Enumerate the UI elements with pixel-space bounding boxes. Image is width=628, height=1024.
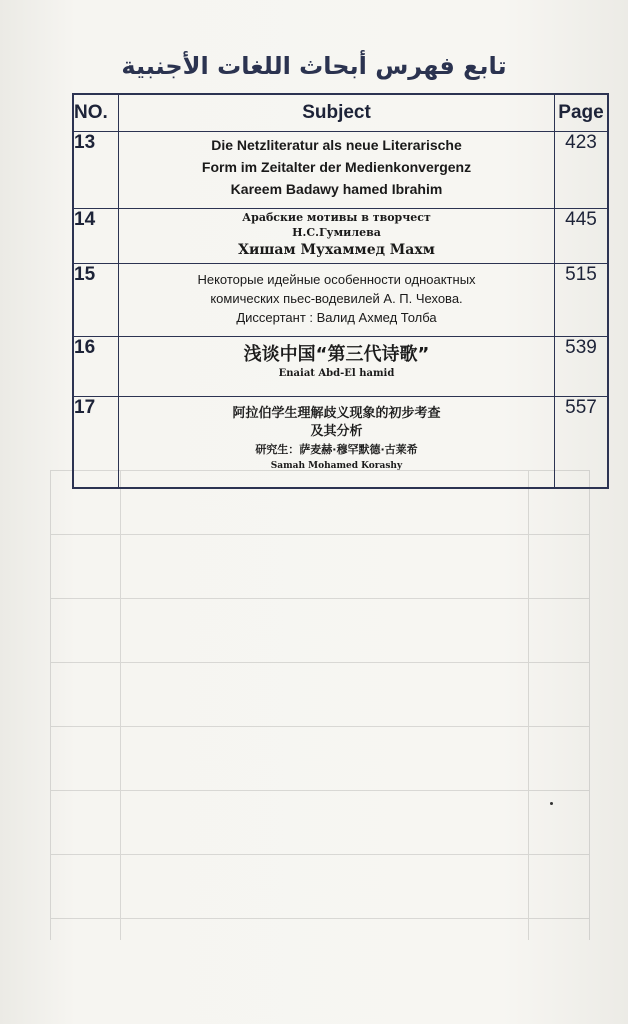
table-row [73,132,608,209]
entry-number: 17 [73,397,119,489]
table-row [73,397,608,489]
entry-number: 13 [73,132,119,209]
table-header-row [73,94,608,132]
toc-table [72,93,609,489]
author-line: Kareem Badawy hamed Ibrahim [230,181,443,197]
author-line: 研究生：萨麦赫·穆罕默德·古莱希 [255,443,418,456]
header-subject: Subject [119,94,555,132]
table-row [73,264,608,337]
bleed-through-grid [50,470,590,940]
table-row [73,209,608,264]
author-line: Samah Mohamed Korashy [270,461,403,471]
entry-subject [119,397,555,489]
entry-page: 539 [555,337,609,397]
header-no: NO. [73,94,119,132]
entry-number: 16 [73,337,119,397]
entry-subject [119,132,555,209]
entry-number: 15 [73,264,119,337]
subject-line: Form im Zeitalter der Medienkonvergenz [201,159,472,175]
subject-line: Die Netzliteratur als neue Literarische [211,137,462,153]
entry-subject [119,209,555,264]
table-row [73,337,608,397]
author-line: Enaiat Abd-El hamid [278,368,395,379]
author-line: Диссертант : Валид Ахмед Толба [236,310,437,325]
subject-line: Н.С.Гумилева [292,226,381,239]
author-line: Хишам Мухаммед Махм [238,242,435,258]
entry-number: 14 [73,209,119,264]
subject-line: комических пьес-водевилей А. П. Чехова. [210,291,463,306]
entry-page: 423 [555,132,609,209]
ink-speck [550,802,553,805]
subject-line: Арабские мотивы в творчест [242,211,431,224]
entry-subject [119,337,555,397]
header-page: Page [555,94,609,132]
subject-line: Некоторые идейные особенности одноактных [197,272,476,287]
subject-line: 及其分析 [310,424,363,439]
entry-subject [119,264,555,337]
page-title: تابع فهرس أبحاث اللغات الأجنبية [121,52,507,80]
entry-page: 445 [555,209,609,264]
subject-line: 阿拉伯学生理解歧义现象的初步考查 [232,406,441,421]
entry-page: 515 [555,264,609,337]
entry-page: 557 [555,397,609,489]
subject-line: 浅谈中国“第三代诗歌” [243,344,430,365]
